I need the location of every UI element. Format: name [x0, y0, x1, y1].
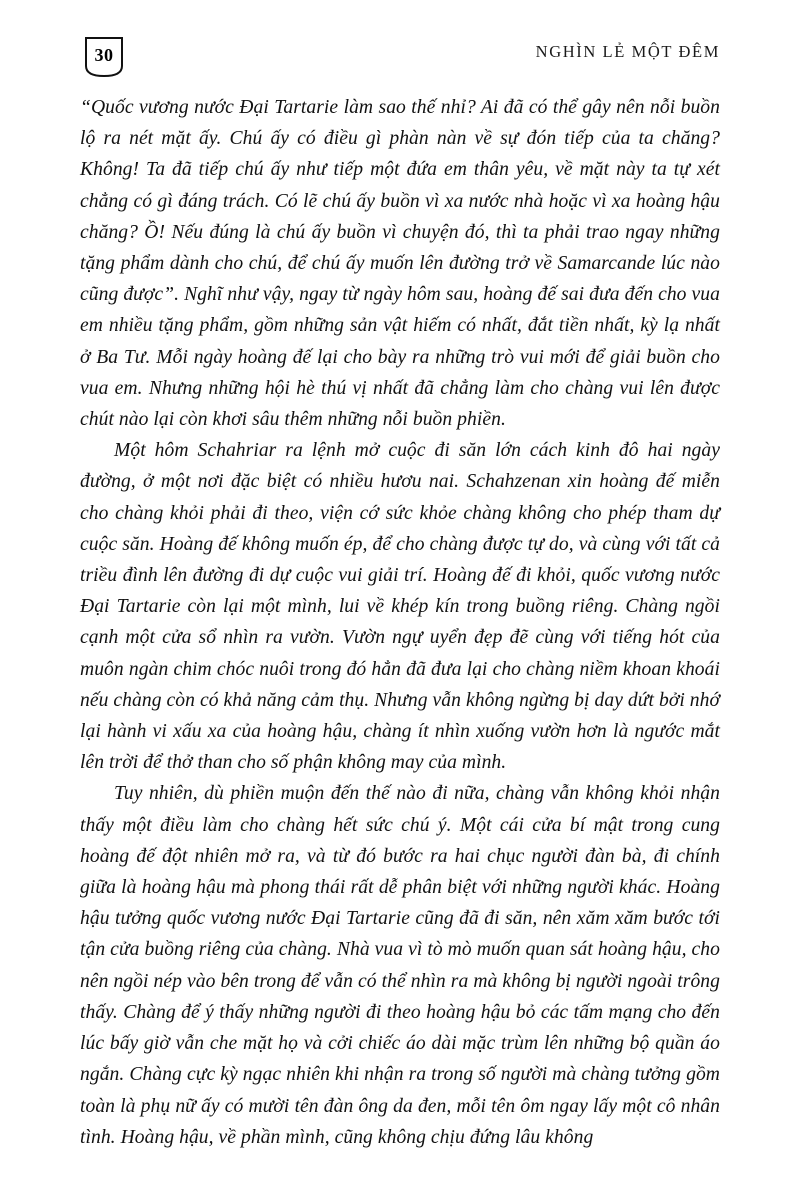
paragraph: “Quốc vương nước Đại Tartarie làm sao thế nhỉ? Ai đã có thể gây nên nỗi buồn lộ ra nét mặt ấy. Chú ấy có điều gì phàn nàn về sự đón tiếp của ta chăng? Không! Ta đã tiếp chú ấy như tiếp một đứa em thân yêu, về mặt này ta tự xét chẳng có gì đáng trách. Có lẽ chú ấy buồn vì xa nước nhà hoặc vì xa hoàng hậu chăng? Ồ! Nếu đúng là chú ấy buồn vì chuyện đó, thì ta phải trao ngay những tặng phẩm dành cho chú, để chú ấy muốn lên đường trở về Samarcande lúc nào cũng được”. Nghĩ như vậy, ngay từ ngày hôm sau, hoàng đế sai đưa đến cho vua em nhiều tặng phẩm, gồm những sản vật hiếm có nhất, đắt tiền nhất, kỳ lạ nhất ở Ba Tư. Mỗi ngày hoàng đế lại cho bày ra những trò vui mới để giải buồn cho vua em. Nhưng những hội hè thú vị nhất đã chẳng làm cho chàng vui lên được chút nào lại còn khơi sâu thêm những nỗi buồn phiền.	[80, 97, 720, 431]
body-text	[80, 92, 720, 1153]
page-number-badge	[80, 36, 128, 76]
page-number: 30	[94, 45, 114, 65]
paragraph: Một hôm Schahriar ra lệnh mở cuộc đi săn lớn cách kinh đô hai ngày đường, ở một nơi đặc biệt có nhiều hươu nai. Schahzenan xin hoàng đế miễn cho chàng khỏi phải đi theo, viện cớ sức khỏe chàng không cho phép tham dự cuộc săn. Hoàng đế không muốn ép, để cho chàng được tự do, và cùng với tất cả triều đình lên đường đi dự cuộc vui giải trí. Hoàng đế đi khỏi, quốc vương nước Đại Tartarie còn lại một mình, lui về khép kín trong buồng riêng. Chàng ngồi cạnh một cửa sổ nhìn ra vườn. Vườn ngự uyển đẹp đẽ cùng với tiếng hót của muôn ngàn chim chóc nuôi trong đó hẳn đã đưa lại cho chàng niềm khoan khoái nếu chàng còn có khả năng cảm thụ. Nhưng vẫn không ngừng bị day dứt bởi nhớ lại hành vi xấu xa của hoàng hậu, chàng ít nhìn xuống vườn hơn là ngước mắt lên trời để thở than cho số phận không may của mình.	[80, 440, 720, 774]
running-head: NGHÌN LẺ MỘT ĐÊM	[535, 42, 720, 61]
paragraph: Tuy nhiên, dù phiền muộn đến thế nào đi nữa, chàng vẫn không khỏi nhận thấy một điều làm cho chàng hết sức chú ý. Một cái cửa bí mật trong cung hoàng đế đột nhiên mở ra, và từ đó bước ra hai chục người đàn bà, đi chính giữa là hoàng hậu mà phong thái rất dễ phân biệt với những người khác. Hoàng hậu tưởng quốc vương nước Đại Tartarie cũng đã đi săn, nên xăm xăm bước tới tận cửa buồng riêng của chàng. Nhà vua vì tò mò muốn quan sát hoàng hậu, cho nên ngồi nép vào bên trong để vẫn có thể nhìn ra mà không bị người ngoài trông thấy. Chàng để ý thấy những người đi theo hoàng hậu bỏ các tấm mạng cho đến lúc bấy giờ vẫn che mặt họ và cởi chiếc áo dài mặc trùm lên những bộ quần áo ngắn. Chàng cực kỳ ngạc nhiên khi nhận ra trong số người mà chàng tưởng gồm toàn là phụ nữ ấy có mười tên đàn ông da đen, mỗi tên ôm ngay lấy một cô nhân tình. Hoàng hậu, về phần mình, cũng không chịu đứng lâu không	[80, 783, 720, 1148]
page-header	[80, 36, 720, 76]
